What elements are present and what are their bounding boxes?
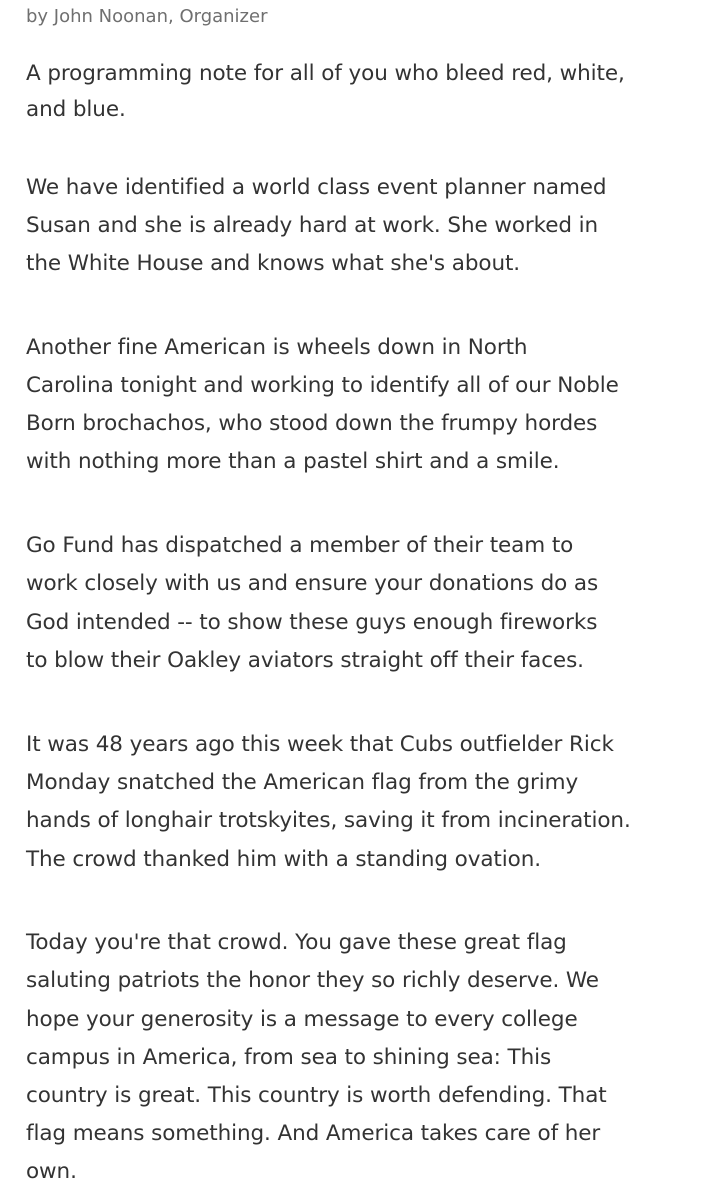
paragraph-line: and blue. <box>26 97 126 122</box>
paragraph-line: saluting patriots the honor they so richly deserve. We <box>26 968 599 993</box>
paragraph-line: hands of longhair trotskyites, saving it from incineration. <box>26 808 631 833</box>
paragraph-line: The crowd thanked him with a standing ovation. <box>26 847 541 872</box>
paragraph-line: country is great. This country is worth defending. That <box>26 1083 607 1108</box>
paragraph-line: to blow their Oakley aviators straight off their faces. <box>26 648 584 673</box>
paragraph-line: We have identified a world class event planner named <box>26 175 607 200</box>
paragraph-line: Carolina tonight and working to identify all of our Noble <box>26 373 619 398</box>
paragraph-line: It was 48 years ago this week that Cubs outfielder Rick <box>26 732 614 757</box>
paragraph-line: Another fine American is wheels down in North <box>26 335 528 360</box>
paragraph-line: Today you're that crowd. You gave these great flag <box>26 930 567 955</box>
paragraph-line: the White House and knows what she's about. <box>26 251 521 276</box>
paragraph-line: Monday snatched the American flag from the grimy <box>26 770 579 795</box>
paragraph-line: hope your generosity is a message to every college <box>26 1007 578 1032</box>
paragraph-line: with nothing more than a pastel shirt and a smile. <box>26 449 560 474</box>
paragraph-line: flag means something. And America takes care of her <box>26 1121 601 1146</box>
paragraph-line: A programming note for all of you who bleed red, white, <box>26 61 625 86</box>
paragraph-line: Susan and she is already hard at work. She worked in <box>26 213 599 238</box>
paragraph-line: campus in America, from sea to shining sea: This <box>26 1045 552 1070</box>
paragraph-line: Go Fund has dispatched a member of their team to <box>26 533 574 558</box>
paragraph-line: Born brochachos, who stood down the frumpy hordes <box>26 411 598 436</box>
paragraph-line: work closely with us and ensure your donations do as <box>26 571 599 596</box>
paragraph-line: own. <box>26 1159 77 1184</box>
update-byline: by John Noonan, Organizer <box>26 6 268 27</box>
paragraph-line: God intended -- to show these guys enough fireworks <box>26 610 598 635</box>
